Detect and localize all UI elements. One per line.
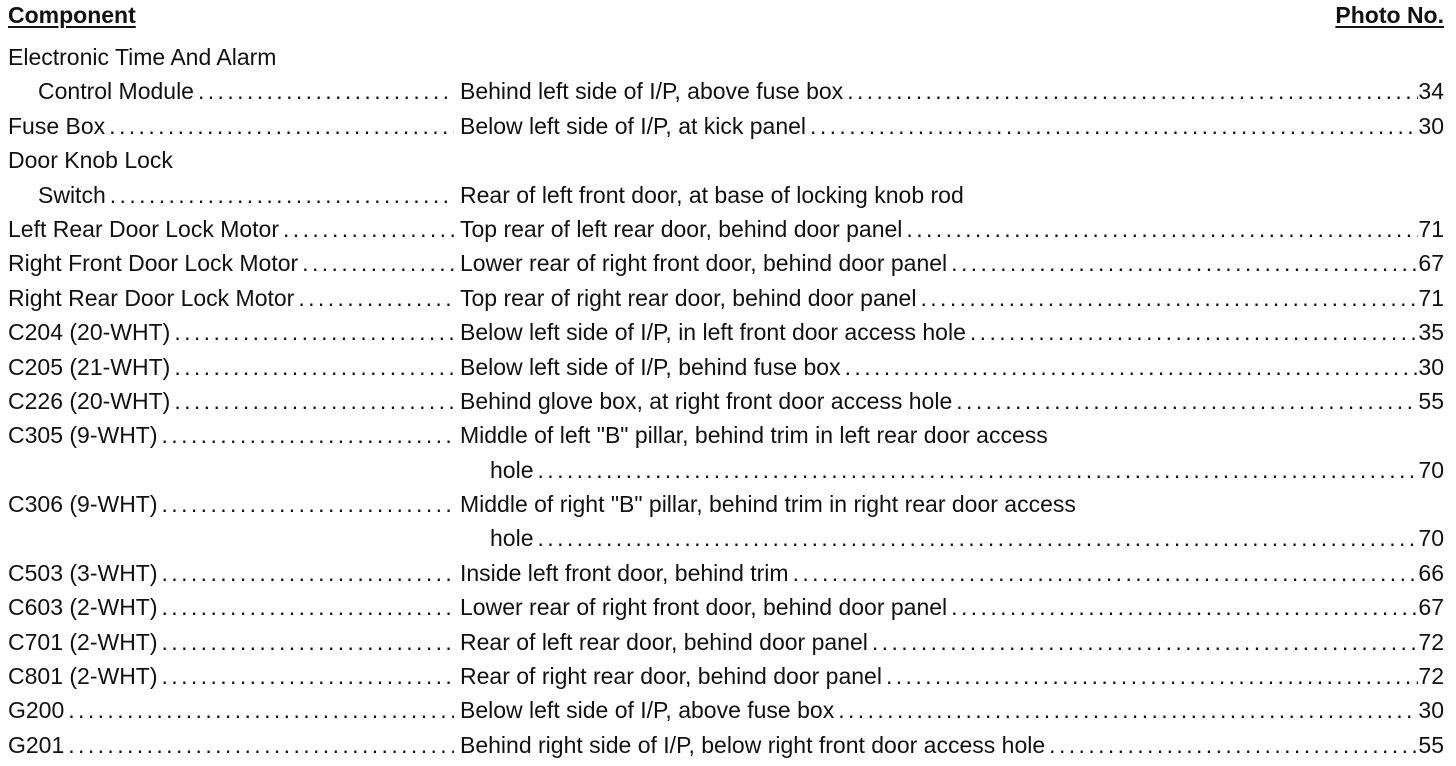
component-name: C801 (2-WHT) — [8, 663, 158, 690]
location-cell — [460, 590, 1444, 624]
photo-number: 30 — [1418, 697, 1444, 724]
dot-leader — [64, 693, 454, 727]
photo-number: 67 — [1418, 250, 1444, 277]
table-row — [8, 384, 1444, 418]
location-cell — [460, 659, 1444, 693]
component-name: C305 (9-WHT) — [8, 422, 158, 449]
component-cell — [8, 693, 454, 727]
location-text: Inside left front door, behind trim — [460, 559, 789, 586]
component-name: C204 (20-WHT) — [8, 319, 171, 346]
photo-number-column-heading: Photo No. — [1335, 2, 1444, 28]
component-cell — [8, 625, 454, 659]
component-cell — [8, 487, 454, 521]
dot-leader — [294, 281, 454, 315]
photo-number: 34 — [1418, 78, 1444, 105]
table-row — [8, 350, 1444, 384]
dot-leader — [902, 212, 1418, 246]
component-name: C205 (21-WHT) — [8, 353, 171, 380]
component-name: C226 (20-WHT) — [8, 387, 171, 414]
photo-number: 72 — [1418, 663, 1444, 690]
component-cell — [8, 350, 454, 384]
component-cell — [8, 556, 454, 590]
dot-leader — [170, 384, 454, 418]
location-cell — [460, 418, 1444, 452]
dot-leader — [158, 418, 454, 452]
photo-number: 70 — [1418, 456, 1444, 483]
photo-number: 71 — [1418, 215, 1444, 242]
component-cell — [8, 659, 454, 693]
photo-number: 71 — [1418, 284, 1444, 311]
location-text: Behind glove box, at right front door access hole — [460, 387, 953, 414]
component-cell — [8, 418, 454, 452]
dot-leader — [947, 246, 1418, 280]
table-row — [8, 143, 1444, 177]
dot-leader — [834, 693, 1418, 727]
dot-leader — [789, 556, 1418, 590]
dot-leader — [882, 659, 1418, 693]
component-cell — [8, 590, 454, 624]
photo-number: 66 — [1418, 559, 1444, 586]
location-text: Middle of left "B" pillar, behind trim in left rear door access — [460, 422, 1048, 449]
table-header — [8, 0, 1444, 40]
photo-number: 67 — [1418, 594, 1444, 621]
component-name: G201 — [8, 731, 65, 758]
dot-leader — [158, 659, 454, 693]
table-row — [8, 315, 1444, 349]
table-row — [8, 693, 1444, 727]
location-text: Below left side of I/P, behind fuse box — [460, 353, 841, 380]
dot-leader — [533, 521, 1418, 555]
component-name: Control Module — [38, 78, 194, 105]
location-cell — [460, 315, 1444, 349]
photo-number: 55 — [1418, 387, 1444, 414]
location-text: Rear of right rear door, behind door panel — [460, 663, 882, 690]
location-text: Top rear of right rear door, behind door panel — [460, 284, 917, 311]
dot-leader — [533, 453, 1418, 487]
location-text: Middle of right "B" pillar, behind trim in right rear door access — [460, 491, 1076, 518]
dot-leader — [158, 487, 454, 521]
location-text: Top rear of left rear door, behind door panel — [460, 215, 903, 242]
dot-leader — [194, 74, 454, 108]
photo-number: 70 — [1418, 525, 1444, 552]
component-cell — [8, 212, 454, 246]
location-text: hole — [490, 456, 534, 483]
photo-number: 55 — [1418, 731, 1444, 758]
table-row — [8, 246, 1444, 280]
component-cell — [8, 109, 454, 143]
component-cell — [8, 40, 454, 74]
location-text: Below left side of I/P, at kick panel — [460, 112, 807, 139]
table-row — [8, 487, 1444, 521]
location-cell — [460, 246, 1444, 280]
location-cell — [460, 74, 1444, 108]
component-name: G200 — [8, 697, 65, 724]
location-cell — [460, 178, 1444, 212]
location-text: Lower rear of right front door, behind door panel — [460, 250, 948, 277]
table-row — [8, 625, 1444, 659]
component-cell — [8, 315, 454, 349]
dot-leader — [105, 109, 454, 143]
location-text: Below left side of I/P, above fuse box — [460, 697, 835, 724]
table-row — [8, 453, 1444, 487]
location-text: Rear of left rear door, behind door panel — [460, 628, 868, 655]
location-cell — [460, 487, 1444, 521]
location-cell — [460, 384, 1444, 418]
location-cell — [460, 556, 1444, 590]
table-row — [8, 178, 1444, 212]
photo-number: 35 — [1418, 319, 1444, 346]
table-row — [8, 556, 1444, 590]
dot-leader — [966, 315, 1418, 349]
location-text: Below left side of I/P, in left front door access hole — [460, 319, 966, 346]
table-row — [8, 74, 1444, 108]
component-name: C306 (9-WHT) — [8, 491, 158, 518]
component-name: Right Front Door Lock Motor — [8, 250, 299, 277]
dot-leader — [158, 556, 454, 590]
component-cell — [8, 281, 454, 315]
component-cell — [38, 178, 454, 212]
table-row — [8, 659, 1444, 693]
component-cell — [8, 246, 454, 280]
component-column-heading: Component — [8, 2, 136, 28]
location-cell — [460, 212, 1444, 246]
dot-leader — [170, 315, 454, 349]
dot-leader — [843, 74, 1418, 108]
location-text: hole — [490, 525, 534, 552]
table-row — [8, 728, 1444, 762]
dot-leader — [841, 350, 1418, 384]
photo-number: 72 — [1418, 628, 1444, 655]
dot-leader — [279, 212, 454, 246]
dot-leader — [106, 178, 454, 212]
location-text: Behind left side of I/P, above fuse box — [460, 78, 844, 105]
component-name: C503 (3-WHT) — [8, 559, 158, 586]
dot-leader — [806, 109, 1418, 143]
table-row — [8, 40, 1444, 74]
dot-leader — [952, 384, 1418, 418]
location-cell — [460, 350, 1444, 384]
table-row — [8, 418, 1444, 452]
location-cell — [460, 728, 1444, 762]
dot-leader — [64, 728, 454, 762]
component-cell — [8, 728, 454, 762]
component-name: C701 (2-WHT) — [8, 628, 158, 655]
dot-leader — [947, 590, 1418, 624]
photo-number: 30 — [1418, 353, 1444, 380]
dot-leader — [868, 625, 1418, 659]
location-cell — [460, 625, 1444, 659]
location-cell — [460, 109, 1444, 143]
dot-leader — [916, 281, 1418, 315]
location-text: Lower rear of right front door, behind door panel — [460, 594, 948, 621]
table-row — [8, 521, 1444, 555]
component-name: Right Rear Door Lock Motor — [8, 284, 295, 311]
component-name: Fuse Box — [8, 112, 106, 139]
dot-leader — [170, 350, 454, 384]
photo-number: 30 — [1418, 112, 1444, 139]
location-text: Rear of left front door, at base of locking knob rod — [460, 181, 964, 208]
location-text: Behind right side of I/P, below right front door access hole — [460, 731, 1046, 758]
component-name: Door Knob Lock — [8, 147, 173, 174]
component-name: Electronic Time And Alarm — [8, 44, 277, 70]
dot-leader — [298, 246, 454, 280]
component-cell — [8, 384, 454, 418]
component-name: C603 (2-WHT) — [8, 594, 158, 621]
location-cell — [490, 521, 1444, 555]
location-cell — [460, 693, 1444, 727]
location-cell — [460, 281, 1444, 315]
dot-leader — [158, 625, 454, 659]
table-row — [8, 590, 1444, 624]
component-name: Left Rear Door Lock Motor — [8, 215, 280, 242]
table-row — [8, 212, 1444, 246]
location-cell — [490, 453, 1444, 487]
dot-leader — [158, 590, 454, 624]
component-name: Switch — [38, 181, 106, 208]
component-cell — [8, 143, 454, 177]
dot-leader — [1045, 728, 1418, 762]
component-location-table — [8, 0, 1444, 762]
table-row — [8, 109, 1444, 143]
component-cell — [38, 74, 454, 108]
table-row — [8, 281, 1444, 315]
